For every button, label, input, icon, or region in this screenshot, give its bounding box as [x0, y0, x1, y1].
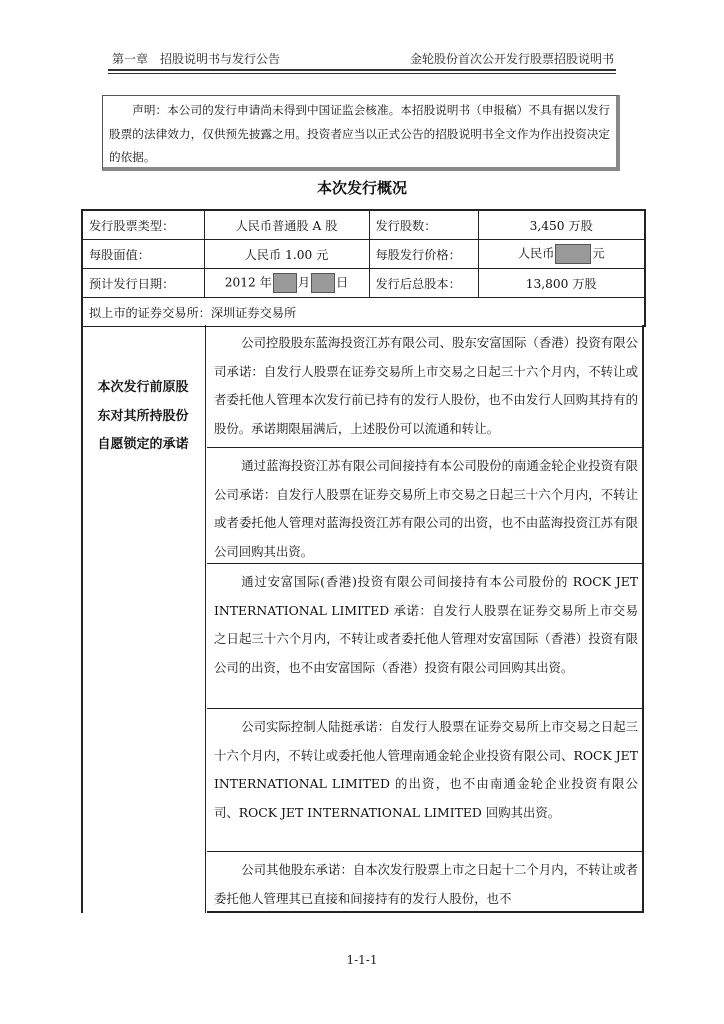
- redacted-blank: [311, 273, 335, 293]
- lockup-commitment-section: [81, 325, 644, 913]
- offering-info-table: [81, 209, 646, 327]
- table-row: [82, 269, 645, 298]
- table-row: [82, 298, 645, 327]
- redacted-blank: [555, 244, 591, 264]
- page-number: 1-1-1: [346, 953, 378, 967]
- issue-price-label: 每股发行价格：: [369, 240, 478, 269]
- par-value-value: 人民币 1.00 元: [204, 240, 369, 269]
- header-document-title: 金轮股份首次公开发行股票招股说明书: [409, 52, 614, 66]
- issue-date-value: [204, 269, 369, 298]
- lockup-commitment-label: [83, 374, 203, 460]
- shares-issued-label: 发行股数：: [369, 210, 478, 240]
- disclaimer-notice: 声明：本公司的发行申请尚未得到中国证监会核准。本招股说明书（申报稿）不具有据以发行股票的法律效力，仅供预先披露之用。投资者应当以正式公告的招股说明书全文作为作出投资决定的依据。: [102, 95, 620, 171]
- label-line: 自愿锁定的承诺: [97, 437, 189, 452]
- label-line: 东对其所持股份: [97, 408, 189, 424]
- commitment-paragraph: 公司控股股东蓝海投资江苏有限公司、股东安富国际（香港）投资有限公司承诺：自发行人股票在证券交易所上市交易之日起三十六个月内，不转让或者委托他人管理本次发行前已持有的发行人股份，也不由发行人回购其持有的股份。承诺期限届满后，上述股份可以流通和转让。: [207, 325, 642, 448]
- total-shares-value: 13,800 万股: [478, 269, 645, 298]
- header-rule-thin: [108, 73, 616, 74]
- redacted-blank: [273, 273, 297, 293]
- header-rule: [108, 69, 616, 71]
- listing-exchange: 拟上市的证券交易所：深圳证券交易所: [82, 298, 645, 327]
- total-shares-label: 发行后总股本：: [369, 269, 478, 298]
- commitment-paragraph: 通过蓝海投资江苏有限公司间接持有本公司股份的南通金轮企业投资有限公司承诺：自发行人股票在证券交易所上市交易之日起三十六个月内，不转让或者委托他人管理对蓝海投资江苏有限公司的出资，也不由蓝海投资江苏有限公司回购其出资。: [207, 448, 642, 564]
- issue-date-day: 日: [336, 275, 349, 290]
- issue-date-year: 2012 年: [224, 275, 272, 290]
- commitment-paragraph: 公司其他股东承诺：自本次发行股票上市之日起十二个月内，不转让或者委托他人管理其已直接和间接持有的发行人股份，也不: [207, 852, 642, 913]
- label-line: 本次发行前原股: [97, 380, 189, 395]
- issue-price-value: [478, 240, 645, 269]
- page-title: 本次发行概况: [316, 179, 407, 197]
- table-row: [82, 210, 645, 240]
- commitment-paragraph: 公司实际控制人陆挺承诺：自发行人股票在证券交易所上市交易之日起三十六个月内，不转让或委托他人管理南通金轮企业投资有限公司、ROCK JET INTERNATIONAL LIMITED 的出资，也不由南通金轮企业投资有限公司、ROCK JET INTERNATIONAL LIMITED 回购其出资。: [207, 709, 642, 852]
- par-value-label: 每股面值：: [82, 240, 204, 269]
- header-chapter: 第一章 招股说明书与发行公告: [112, 52, 281, 66]
- column-divider: [205, 325, 206, 913]
- issue-price-unit: 元: [592, 246, 605, 261]
- table-row: [82, 240, 645, 269]
- stock-type-label: 发行股票类型：: [82, 210, 204, 240]
- commitment-paragraph: 通过安富国际(香港)投资有限公司间接持有本公司股份的 ROCK JET INTERNATIONAL LIMITED 承诺：自发行人股票在证券交易所上市交易之日起三十六个月内，不转让或者委托他人管理对安富国际（香港）投资有限公司的出资，也不由安富国际（香港）投资有限公司回购其出资。: [207, 564, 642, 709]
- stock-type-value: 人民币普通股 A 股: [204, 210, 369, 240]
- shares-issued-value: 3,450 万股: [478, 210, 645, 240]
- issue-date-label: 预计发行日期：: [82, 269, 204, 298]
- page-header: [108, 48, 616, 70]
- issue-price-prefix: 人民币: [517, 246, 555, 261]
- issue-date-month: 月: [297, 275, 311, 290]
